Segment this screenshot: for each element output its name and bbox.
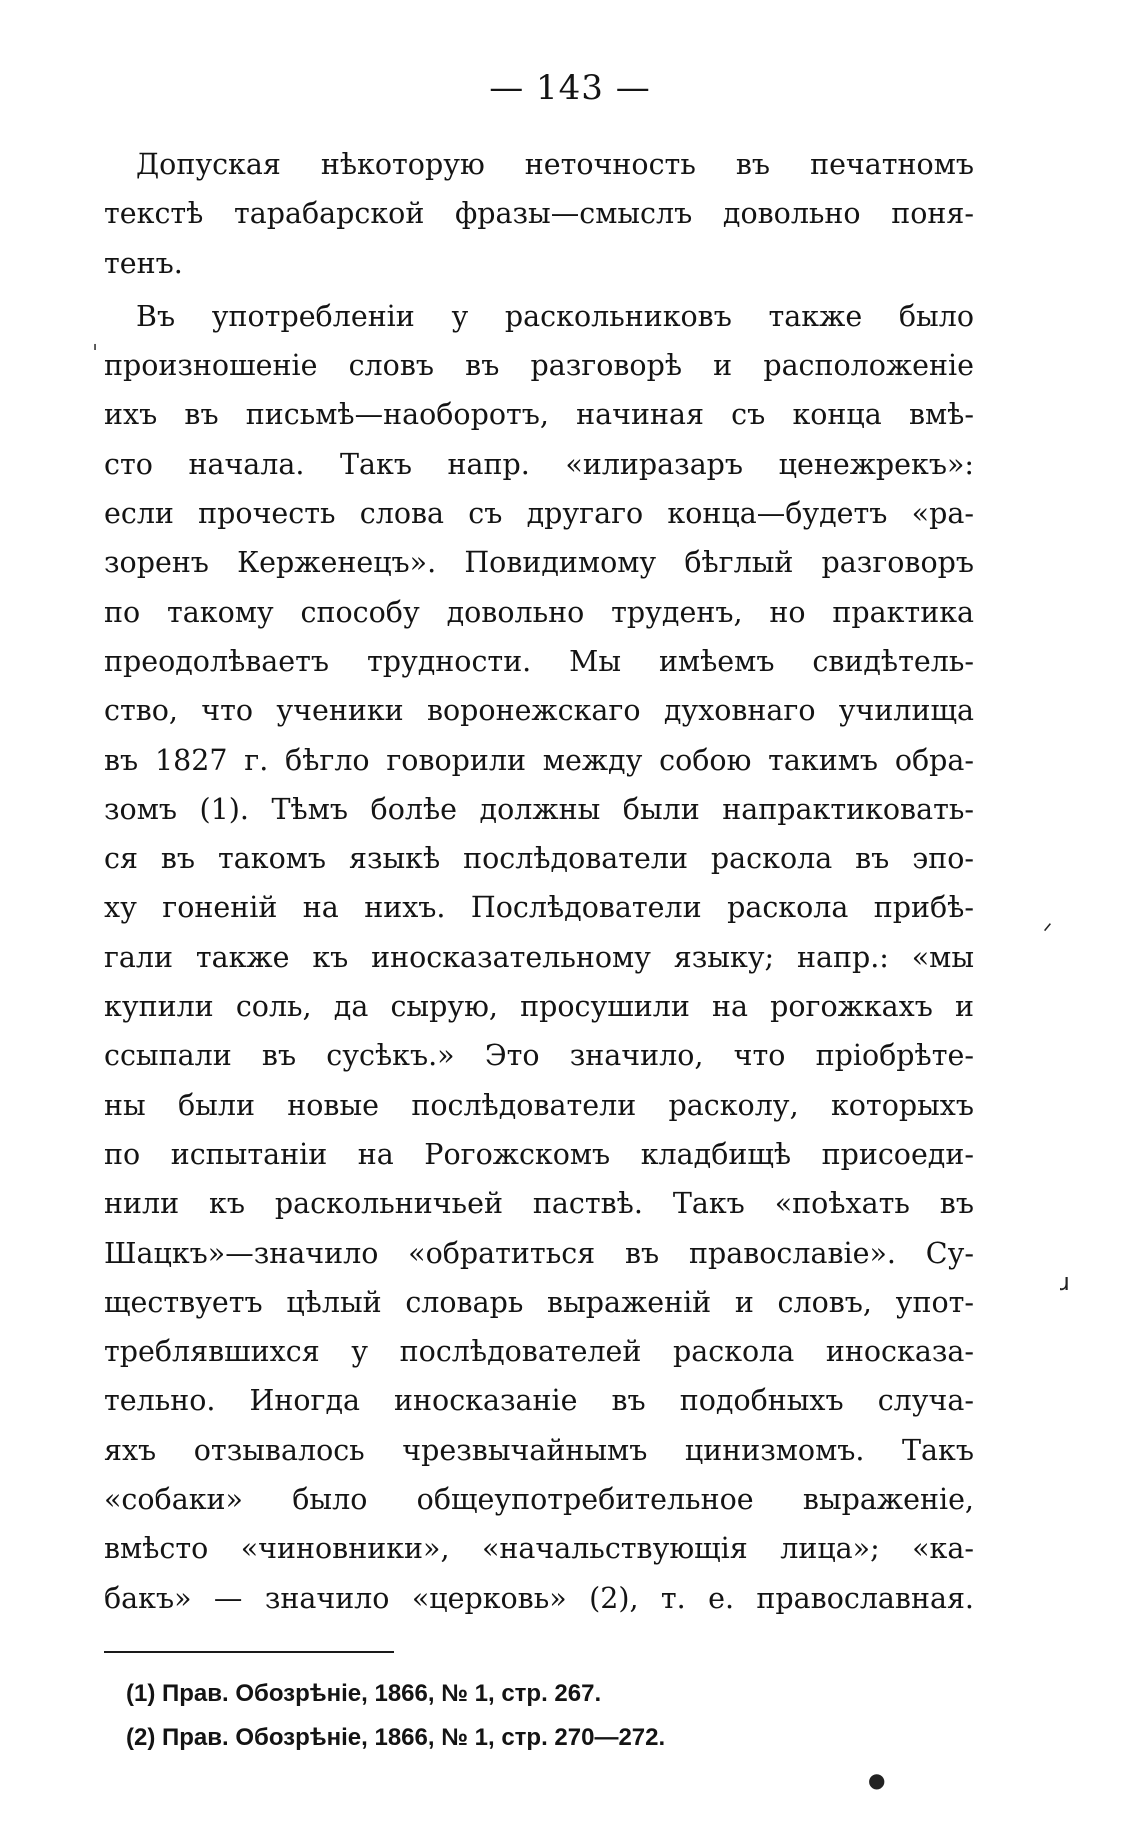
text-line: Шацкъ»—значило «обратиться въ православiе». Су-	[104, 1236, 974, 1270]
text-line: по испытанiи на Рогожскомъ кладбищѣ присоеди-	[104, 1137, 974, 1171]
text-line: ны были новые послѣдователи расколу, которыхъ	[104, 1088, 974, 1122]
footnote-1: (1) Прав. Обозрѣнiе, 1866, № 1, стр. 267.	[126, 1680, 602, 1707]
text-line: зоренъ Керженецъ». Повидимому бѣглый разговоръ	[104, 546, 974, 580]
text-line: тенъ.	[104, 246, 183, 280]
scan-speck: ɹ	[1060, 1268, 1070, 1296]
text-line: гали также къ иносказательному языку; напр.: «мы	[104, 940, 974, 974]
footnote-divider	[104, 1651, 394, 1653]
body-text	[104, 140, 974, 1623]
text-line: Въ употребленiи у раскольниковъ также было	[136, 299, 974, 333]
text-line: тельно. Иногда иносказанiе въ подобныхъ случа-	[104, 1384, 974, 1418]
text-line: нили къ раскольничьей паствѣ. Такъ «поѣхать въ	[104, 1187, 974, 1221]
footnote-2: (2) Прав. Обозрѣнiе, 1866, № 1, стр. 270—272.	[126, 1724, 666, 1751]
scan-speck: ●	[868, 1768, 886, 1792]
text-line: сто начала. Такъ напр. «илиразаръ ценежрекъ»:	[104, 447, 974, 481]
text-line: купили соль, да сырую, просушили на рогожкахъ и	[104, 990, 974, 1024]
text-line: текстѣ тарабарской фразы—смыслъ довольно поня-	[104, 197, 974, 231]
text-line: зомъ (1). Тѣмъ болѣе должны были напрактиковать-	[104, 792, 974, 826]
text-line: если прочесть слова съ другаго конца—будетъ «ра-	[104, 497, 974, 531]
scan-speck: ᐟ	[1043, 920, 1053, 945]
text-line: треблявшихся у послѣдователей раскола иносказа-	[104, 1335, 974, 1369]
text-line: по такому способу довольно труденъ, но практика	[104, 595, 974, 629]
text-line: вмѣсто «чиновники», «начальствующiя лица»; «ка-	[104, 1532, 974, 1566]
text-line: ся въ такомъ языкѣ послѣдователи раскола въ эпо-	[104, 842, 974, 876]
text-line: ссыпали въ сусѣкъ.» Это значило, что прiобрѣте-	[104, 1039, 974, 1073]
scan-speck: ˈ	[92, 342, 99, 367]
text-line: яхъ отзывалось чрезвычайнымъ цинизмомъ. Такъ	[104, 1433, 974, 1467]
text-line: ху гоненiй на нихъ. Послѣдователи раскола прибѣ-	[104, 891, 974, 925]
text-line: преодолѣваетъ трудности. Мы имѣемъ свидѣтель-	[104, 644, 974, 678]
text-line: произношенiе словъ въ разговорѣ и расположенiе	[104, 349, 974, 383]
text-line: бакъ» — значило «церковь» (2), т. е. православная.	[104, 1581, 974, 1615]
page-number: — 143 —	[489, 68, 651, 108]
text-line: Допуская нѣкоторую неточность въ печатномъ	[136, 148, 974, 181]
footnotes	[126, 1672, 826, 1760]
text-line: ществуетъ цѣлый словарь выраженiй и словъ, упот-	[104, 1285, 974, 1319]
text-line: въ 1827 г. бѣгло говорили между собою такимъ обра-	[104, 743, 974, 777]
text-line: ство, что ученики воронежскаго духовнаго училища	[104, 694, 974, 728]
text-line: ихъ въ письмѣ—наоборотъ, начиная съ конца вмѣ-	[104, 398, 974, 432]
text-line: «собаки» было общеупотребительное выраженiе,	[104, 1483, 974, 1517]
